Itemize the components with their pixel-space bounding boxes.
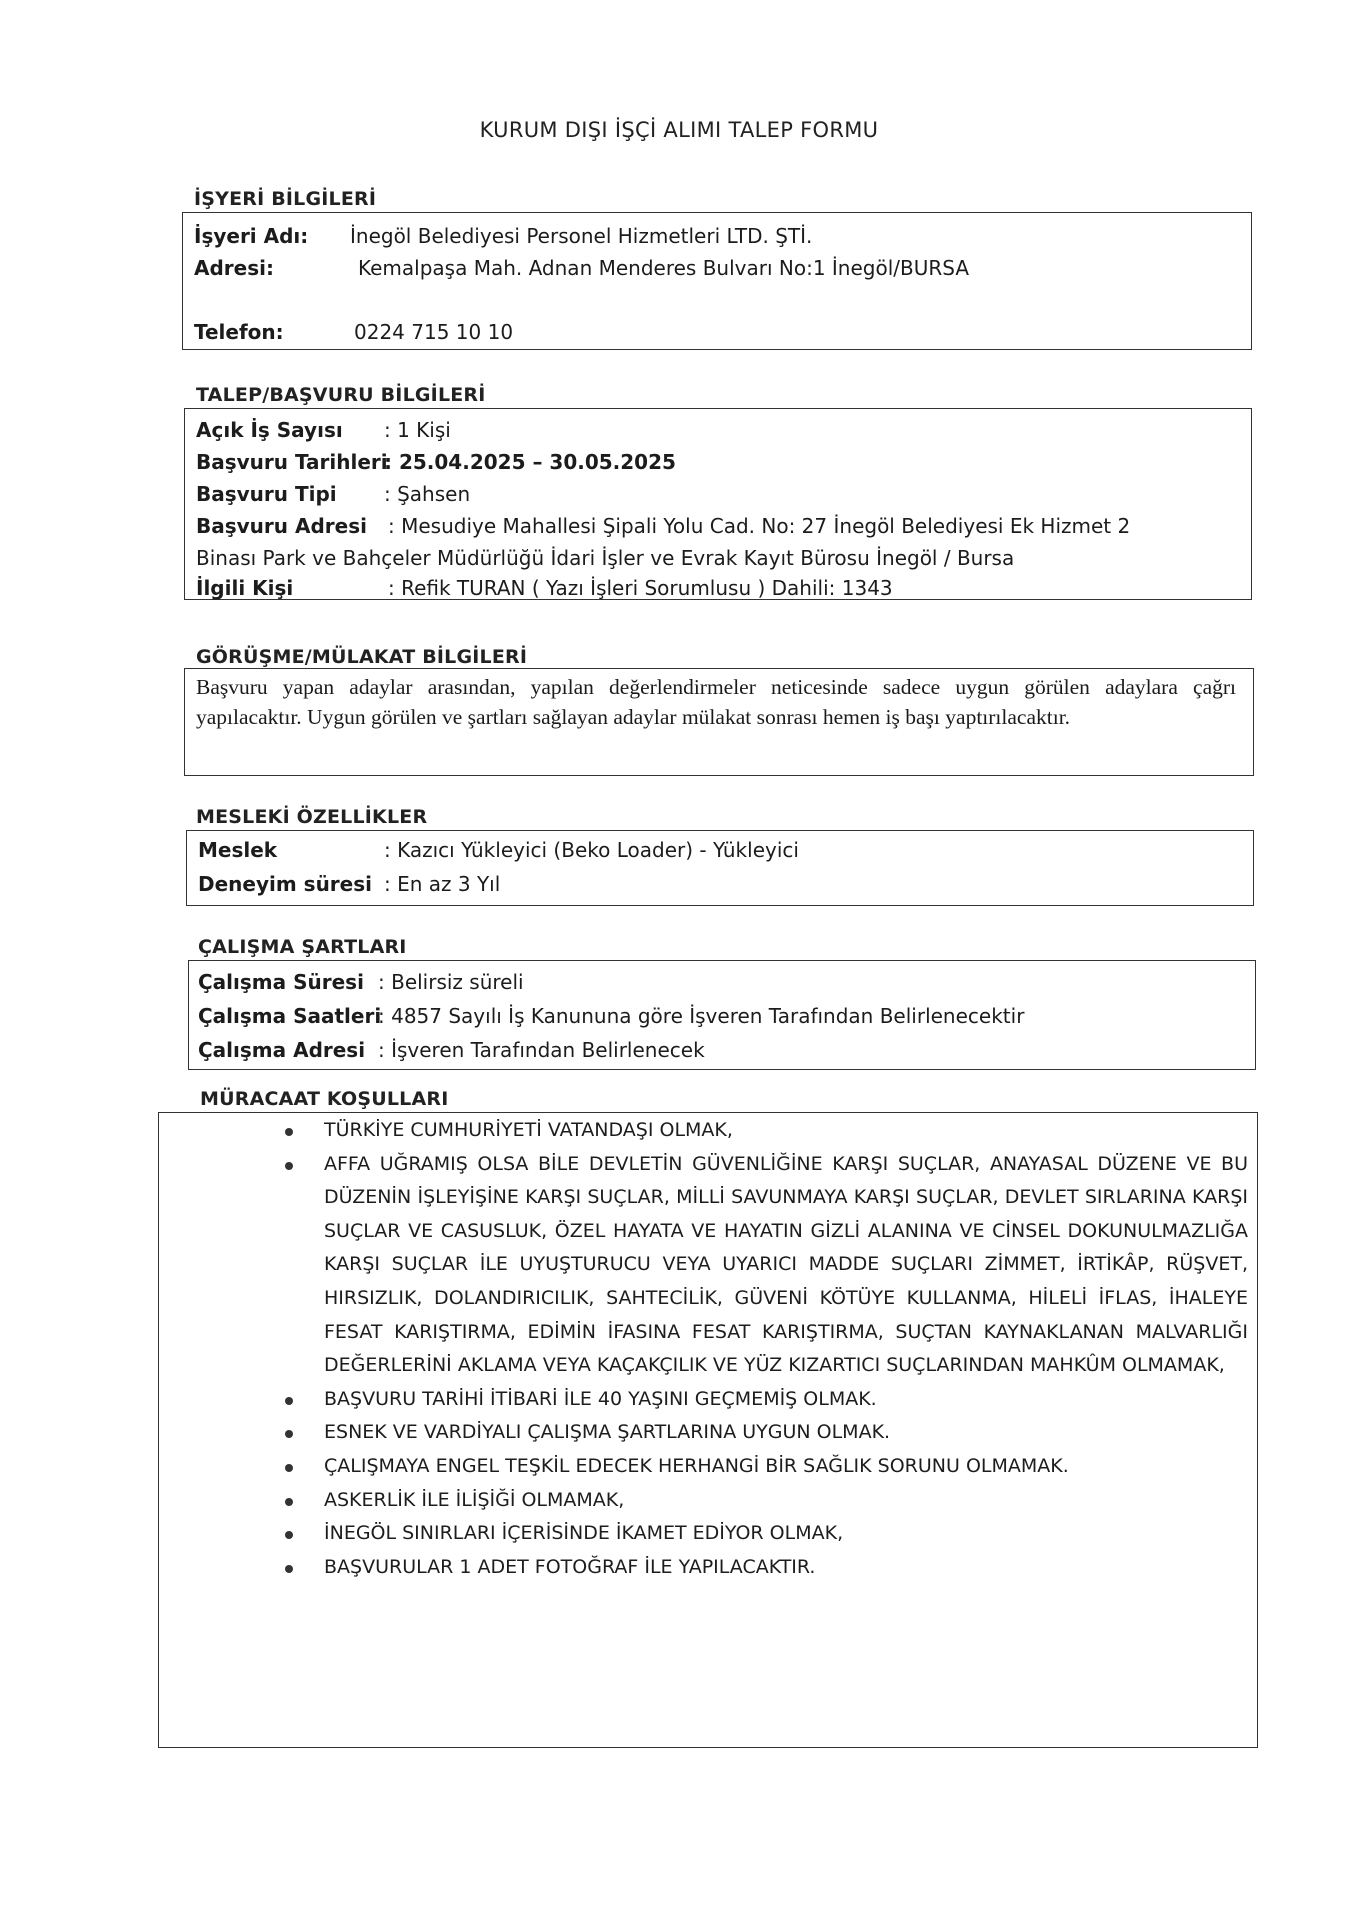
muracaat-item-text: ÇALIŞMAYA ENGEL TEŞKİL EDECEK HERHANGİ BİR SAĞLIK SORUNU OLMAMAK. xyxy=(324,1454,1069,1477)
page-title: KURUM DIŞI İŞÇİ ALIMI TALEP FORMU xyxy=(479,118,879,142)
bullet-icon xyxy=(285,1498,293,1506)
talep-tarih-row xyxy=(196,450,676,474)
muracaat-item-text: BAŞVURULAR 1 ADET FOTOĞRAF İLE YAPILACAKTIR. xyxy=(324,1555,816,1578)
talep-acik-label: Açık İş Sayısı xyxy=(196,418,343,442)
talep-tarih-value: : 25.04.2025 – 30.05.2025 xyxy=(384,450,676,474)
calisma-adres-label: Çalışma Adresi xyxy=(198,1038,366,1062)
calisma-sure-value: : Belirsiz süreli xyxy=(378,970,524,994)
calisma-saat-value: : 4857 Sayılı İş Kanununa göre İşveren Tarafından Belirlenecektir xyxy=(378,1004,1025,1028)
talep-adres-label: Başvuru Adresi xyxy=(196,514,367,538)
bullet-icon xyxy=(285,1397,293,1405)
talep-tip-row xyxy=(196,482,470,506)
isyeri-telefon-row xyxy=(194,320,513,344)
bullet-icon xyxy=(285,1162,293,1170)
muracaat-item-text: AFFA UĞRAMIŞ OLSA BİLE DEVLETİN GÜVENLİĞİNE KARŞI SUÇLAR, ANAYASAL DÜZENE VE BU DÜZENİN İŞLEYİŞİNE KARŞI SUÇLAR, MİLLİ SAVUNMAYA KARŞI SUÇLAR, DEVLET SIRLARINA KARŞI SUÇLAR VE CASUSLUK, ÖZEL HAYATA VE HAYATIN GİZLİ ALANINA VE CİNSEL DOKUNULMAZLIĞA KARŞI SUÇLAR İLE UYUŞTURUCU VEYA UYARICI MADDE SUÇLARI ZİMMET, İRTİKÂP, RÜŞVET, HIRSIZLIK, DOLANDIRICILIK, SAHTECİLİK, GÜVENİ KÖTÜYE KULLANMA, HİLELİ İFLAS, İHALEYE FESAT KARIŞTIRMA, EDİMİN İFASINA FESAT KARIŞTIRMA, SUÇTAN KAYNAKLANAN MALVARLIĞI DEĞERLERİNİ AKLAMA VEYA KAÇAKÇILIK VE YÜZ KIZARTICI SUÇLARINDAN MAHKÛM OLMAMAK, xyxy=(324,1152,1248,1377)
calisma-sure-label: Çalışma Süresi xyxy=(198,970,364,994)
isyeri-adres-value: Kemalpaşa Mah. Adnan Menderes Bulvarı No:1 İnegöl/BURSA xyxy=(358,256,970,280)
isyeri-telefon-value: 0224 715 10 10 xyxy=(354,320,514,344)
section-title-muracaat: MÜRACAAT KOŞULLARI xyxy=(200,1088,449,1110)
isyeri-adres-label: Adresi: xyxy=(194,256,274,280)
talep-kisi-row xyxy=(196,576,893,600)
muracaat-item xyxy=(158,1114,1258,1148)
muracaat-item-text: ESNEK VE VARDİYALI ÇALIŞMA ŞARTLARINA UYGUN OLMAK. xyxy=(324,1421,891,1444)
muracaat-item xyxy=(158,1484,1258,1518)
muracaat-item-text: BAŞVURU TARİHİ İTİBARİ İLE 40 YAŞINI GEÇMEMİŞ OLMAK. xyxy=(324,1387,877,1410)
gorusme-text: Başvuru yapan adaylar arasından, yapılan değerlendirmeler neticesinde sadece uygun görülen adaylara çağrı yapılacaktır. Uygun görülen ve şartları sağlayan adaylar mülakat sonrası hemen iş başı yaptırılacaktır. xyxy=(196,675,1236,729)
muracaat-item xyxy=(158,1383,1258,1417)
muracaat-item xyxy=(158,1416,1258,1450)
talep-acik-row xyxy=(196,418,451,442)
muracaat-item xyxy=(158,1450,1258,1484)
mesleki-deneyim-row xyxy=(198,872,500,896)
muracaat-list xyxy=(158,1114,1258,1584)
bullet-icon xyxy=(285,1430,293,1438)
isyeri-ad-row xyxy=(194,224,812,248)
talep-adres-value-2: Binası Park ve Bahçeler Müdürlüğü İdari İşler ve Evrak Kayıt Bürosu İnegöl / Bursa xyxy=(196,546,1015,570)
mesleki-meslek-value: : Kazıcı Yükleyici (Beko Loader) - Yükleyici xyxy=(384,838,799,862)
muracaat-item xyxy=(158,1551,1258,1585)
talep-acik-value: : 1 Kişi xyxy=(384,418,451,442)
section-title-isyeri: İŞYERİ BİLGİLERİ xyxy=(194,188,377,210)
talep-kisi-value: : Refik TURAN ( Yazı İşleri Sorumlusu ) Dahili: 1343 xyxy=(388,576,893,600)
talep-tip-value: : Şahsen xyxy=(384,482,471,506)
bullet-icon xyxy=(285,1128,293,1136)
talep-adres-row-2 xyxy=(196,546,1014,570)
mesleki-deneyim-value: : En az 3 Yıl xyxy=(384,872,501,896)
talep-tip-label: Başvuru Tipi xyxy=(196,482,337,506)
isyeri-ad-value: İnegöl Belediyesi Personel Hizmetleri LTD. ŞTİ. xyxy=(350,224,813,248)
calisma-sure-row xyxy=(198,970,524,994)
muracaat-item-text: TÜRKİYE CUMHURİYETİ VATANDAŞI OLMAK, xyxy=(324,1119,733,1141)
isyeri-telefon-label: Telefon: xyxy=(194,320,284,344)
calisma-adres-value: : İşveren Tarafından Belirlenecek xyxy=(378,1038,705,1062)
calisma-saat-row xyxy=(198,1004,1024,1028)
mesleki-meslek-label: Meslek xyxy=(198,838,278,862)
muracaat-item xyxy=(158,1148,1258,1383)
section-title-talep: TALEP/BAŞVURU BİLGİLERİ xyxy=(196,384,486,406)
talep-kisi-label: İlgili Kişi xyxy=(196,576,294,600)
section-title-gorusme: GÖRÜŞME/MÜLAKAT BİLGİLERİ xyxy=(196,646,528,668)
section-title-calisma: ÇALIŞMA ŞARTLARI xyxy=(198,936,407,958)
talep-adres-row xyxy=(196,514,1130,538)
muracaat-item-text: İNEGÖL SINIRLARI İÇERİSİNDE İKAMET EDİYOR OLMAK, xyxy=(324,1522,844,1545)
calisma-adres-row xyxy=(198,1038,705,1062)
section-title-mesleki: MESLEKİ ÖZELLİKLER xyxy=(196,806,428,828)
bullet-icon xyxy=(285,1464,293,1472)
bullet-icon xyxy=(285,1565,293,1573)
isyeri-adres-row xyxy=(194,256,969,280)
muracaat-item xyxy=(158,1517,1258,1551)
mesleki-deneyim-label: Deneyim süresi xyxy=(198,872,372,896)
isyeri-ad-label: İşyeri Adı: xyxy=(194,224,309,248)
talep-tarih-label: Başvuru Tarihleri xyxy=(196,450,388,474)
talep-adres-value: : Mesudiye Mahallesi Şipali Yolu Cad. No: 27 İnegöl Belediyesi Ek Hizmet 2 xyxy=(388,514,1131,538)
muracaat-item-text: ASKERLİK İLE İLİŞİĞİ OLMAMAK, xyxy=(324,1488,625,1511)
calisma-saat-label: Çalışma Saatleri xyxy=(198,1004,382,1028)
mesleki-meslek-row xyxy=(198,838,799,862)
bullet-icon xyxy=(285,1531,293,1539)
